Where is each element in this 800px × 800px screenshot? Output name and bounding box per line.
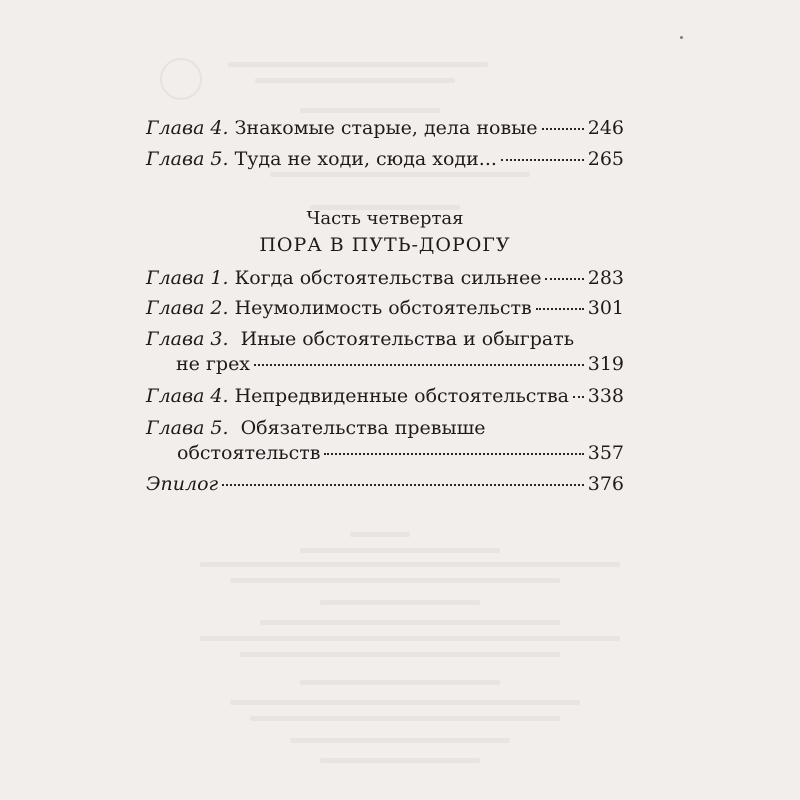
bleed-through-line (230, 578, 560, 583)
chapter-title: Туда не ходи, сюда ходи... (234, 148, 497, 170)
page-number: 357 (587, 442, 624, 464)
bleed-through-line (228, 62, 488, 67)
page-number: 246 (587, 117, 624, 139)
bleed-through-line (255, 78, 455, 83)
bleed-through-line (240, 652, 560, 657)
chapter-title: Обязательства превыше (240, 417, 486, 439)
bleed-through-line (230, 700, 580, 705)
page-number: 301 (587, 297, 624, 319)
bleed-through-line (300, 680, 500, 685)
bleed-through-line (300, 108, 440, 113)
toc-entry-first-line (146, 328, 574, 350)
chapter-title-continuation: не грех (176, 353, 251, 375)
bleed-through-line (200, 636, 620, 641)
chapter-label: Глава 5. (146, 417, 229, 439)
dot-leader (545, 278, 583, 280)
chapter-title: Знакомые старые, дела новые (234, 117, 538, 139)
bleed-through-emblem (160, 58, 202, 100)
toc-entry-epilogue (146, 473, 624, 495)
toc-entry (146, 148, 624, 170)
page-number: 283 (587, 267, 624, 289)
bleed-through-line (260, 620, 560, 625)
page-number: 265 (587, 148, 624, 170)
toc-entry-continuation (146, 442, 624, 464)
table-of-contents (146, 117, 624, 517)
dot-leader (542, 128, 584, 130)
toc-entry (146, 267, 624, 289)
chapter-label: Глава 2. (146, 297, 229, 319)
toc-entry (146, 297, 624, 319)
dot-leader (573, 396, 584, 398)
chapter-title-continuation: обстоятельств (177, 442, 321, 464)
chapter-title: Неумолимость обстоятельств (234, 297, 532, 319)
dot-leader (324, 453, 583, 455)
toc-entry (146, 117, 624, 139)
chapter-label: Глава 4. (146, 385, 229, 407)
page-number: 338 (587, 385, 624, 407)
chapter-title: Иные обстоятельства и обыграть (240, 328, 575, 350)
dot-leader (536, 308, 584, 310)
chapter-label: Глава 5. (146, 148, 229, 170)
chapter-label: Глава 1. (146, 267, 229, 289)
epilogue-label: Эпилог (146, 473, 219, 495)
page-number: 319 (587, 353, 624, 375)
bleed-through-line (350, 532, 410, 537)
toc-entry-first-line (146, 417, 486, 439)
chapter-title: Когда обстоятельства сильнее (234, 267, 542, 289)
chapter-label: Глава 4. (146, 117, 229, 139)
bleed-through-line (290, 738, 510, 743)
bleed-through-line (200, 562, 620, 567)
dot-leader (222, 484, 584, 486)
toc-entry (146, 385, 624, 407)
chapter-label: Глава 3. (146, 328, 229, 350)
part-title: ПОРА В ПУТЬ-ДОРОГУ (259, 234, 511, 256)
part-subtitle: Часть четвертая (306, 208, 464, 229)
paper-speck (680, 36, 683, 39)
dot-leader (254, 364, 584, 366)
dot-leader (501, 159, 584, 161)
bleed-through-line (250, 716, 560, 721)
bleed-through-line (300, 548, 500, 553)
page-number: 376 (587, 473, 624, 495)
chapter-title: Непредвиденные обстоятельства (234, 385, 569, 407)
bleed-through-line (320, 600, 480, 605)
bleed-through-line (320, 758, 480, 763)
toc-entry-continuation (146, 353, 624, 375)
